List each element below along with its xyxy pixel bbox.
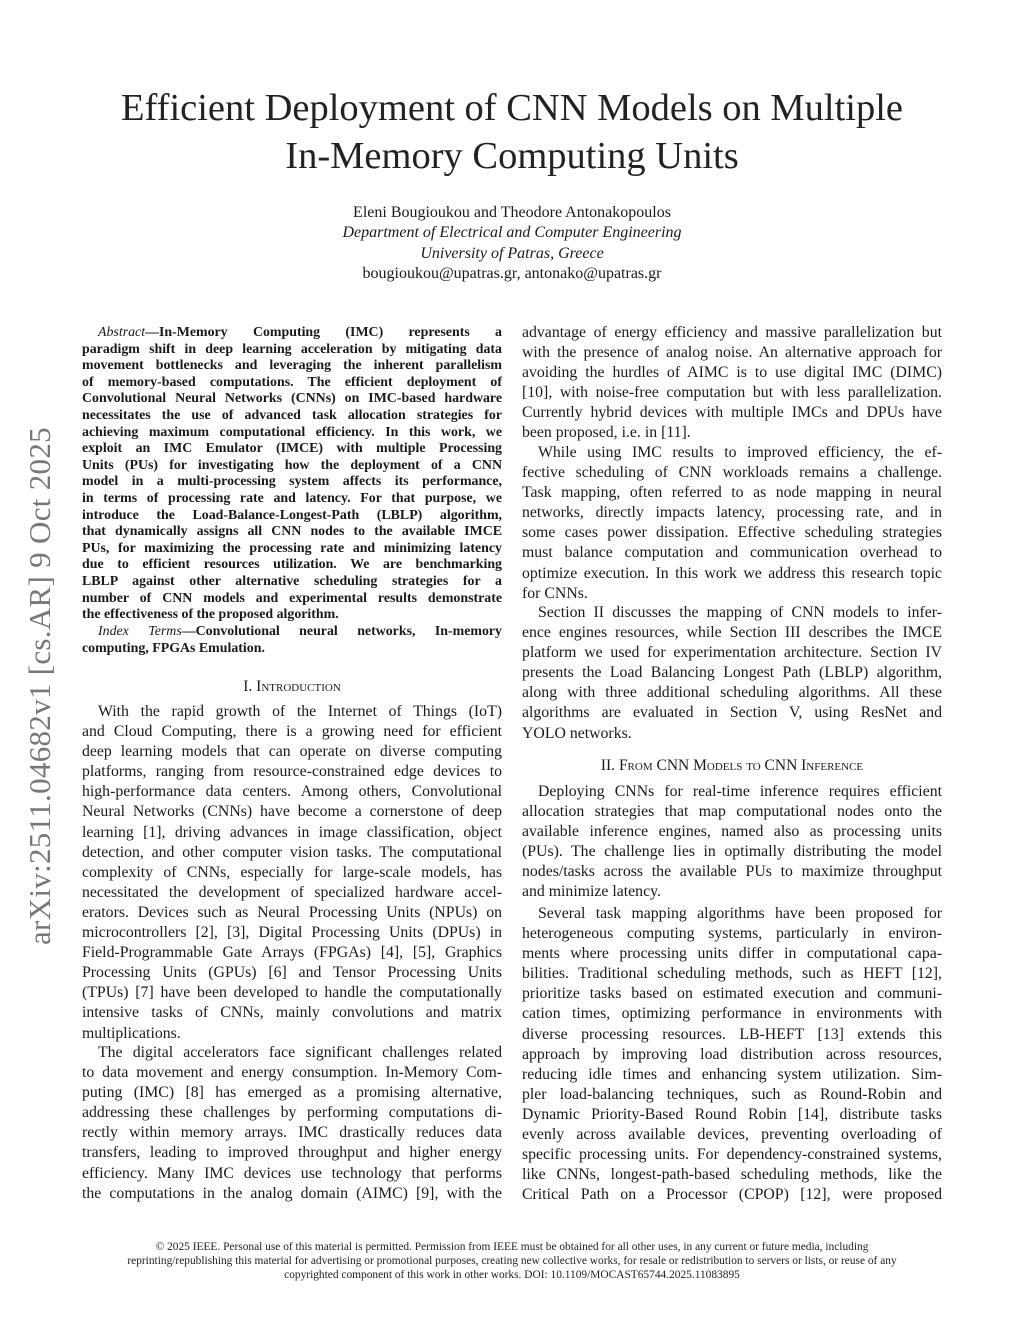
text-line: While using IMC results to improved efficiency, the ef- [538, 444, 942, 461]
text-line: optimize execution. In this work we address this research topic [522, 564, 942, 582]
abstract-first-line [82, 325, 502, 342]
text-line: erators. Devices such as Neural Processing Units (NPUs) on [82, 903, 502, 921]
text-line: necessitated the development of specialized hardware accel- [82, 883, 502, 901]
text-line: Field-Programmable Gate Arrays (FPGAs) [4], [5], Graphics [82, 944, 502, 962]
text-line: ments where processing units differ in computational capa- [522, 945, 942, 963]
text-line: rectly within memory arrays. IMC drastically reduces data [82, 1124, 502, 1142]
text-line: transfers, leading to improved throughput and higher energy [82, 1144, 502, 1162]
text-line: due to efficient resources utilization. We are benchmarking [82, 557, 502, 573]
paragraph [522, 782, 942, 903]
arxiv-watermark: arXiv:2511.04682v1 [cs.AR] 9 Oct 2025 [22, 427, 57, 945]
text-line: intensive tasks of CNNs, mainly convolutions and matrix [82, 1004, 502, 1022]
text-line: (TPUs) [7] have been developed to handle the computationally [82, 984, 502, 1002]
text-line: nodes/tasks across the available PUs to maximize throughput [522, 863, 942, 881]
section-heading-cnn-inference [522, 757, 942, 775]
text-line: of memory-based computations. The efficient deployment of [82, 374, 502, 390]
section-number: I. [243, 678, 257, 695]
text-line: puting (IMC) [8] has emerged as a promising alternative, [82, 1084, 502, 1102]
text-line: cation times, optimizing performance in environments with [522, 1005, 942, 1023]
abstract-first-text: —In-Memory Computing (IMC) represents a [145, 325, 502, 340]
text-line: approach by improving load distribution across resources, [522, 1045, 942, 1063]
text-line: allocation strategies that map computational nodes onto the [522, 803, 942, 821]
author-names: Eleni Bougioukou and Theodore Antonakopoulos [353, 204, 671, 221]
text-line: evenly across available devices, preventing overloading of [522, 1126, 942, 1144]
index-terms-label: Index Terms [98, 624, 182, 639]
text-line: platform we used for experimentation architecture. Section IV [522, 644, 942, 662]
title-line: In-Memory Computing Units [285, 135, 739, 177]
text-line: YOLO networks. [522, 724, 632, 742]
text-line: detection, and other computer vision tasks. The computational [82, 843, 502, 861]
text-line: specific processing units. For dependency-constrained systems, [522, 1146, 942, 1164]
text-line: must balance computation and communication overhead to [522, 544, 942, 562]
text-line: Units (PUs) for investigating how the deployment of a CNN [82, 457, 502, 473]
text-line: high-performance data centers. Among others, Convolutional [82, 783, 502, 801]
text-line: the effectiveness of the proposed algorithm. [82, 607, 339, 623]
section-number: II. [600, 757, 619, 774]
emails: bougioukou@upatras.gr, antonako@upatras.gr [362, 264, 662, 282]
text-line: model in a multi-processing system affects its performance, [82, 474, 502, 490]
section-title: Introduction [256, 678, 341, 695]
text-line: reducing idle times and enhancing system utilization. Sim- [522, 1065, 942, 1083]
paragraph [522, 323, 942, 444]
text-line: been proposed, i.e. in [11]. [522, 424, 691, 442]
text-line: diverse processing resources. LB-HEFT [13] extends this [522, 1025, 942, 1043]
text-line: introduce the Load-Balance-Longest-Path (LBLP) algorithm, [82, 507, 502, 523]
text-line: multiplications. [82, 1024, 181, 1042]
paragraph [82, 1043, 502, 1204]
text-line: (PUs). The challenge lies in optimally distributing the model [522, 843, 942, 861]
text-line: ence engines resources, while Section III describes the IMCE [522, 624, 942, 642]
abstract-label: Abstract [98, 325, 146, 340]
text-line: and minimize latency. [522, 883, 661, 901]
footer-line: reprinting/republishing this material for advertising or promotional purposes, creating new collective works, for resale or redistribution to servers or lists, or reuse of any [127, 1255, 897, 1267]
text-line: learning [1], driving advances in image classification, object [82, 823, 502, 841]
text-line: achieving maximum computational efficiency. In this work, we [82, 424, 502, 440]
index-terms-first-line [82, 624, 502, 641]
text-line: fective scheduling of CNN workloads remains a challenge. [522, 464, 942, 482]
text-line: Currently hybrid devices with multiple IMCs and DPUs have [522, 404, 942, 422]
text-line: Several task mapping algorithms have been proposed for [538, 905, 942, 922]
text-line: number of CNN models and experimental results demonstrate [82, 590, 502, 606]
section-heading-introduction [82, 678, 502, 696]
paragraph [522, 603, 942, 744]
text-line: networks, directly impacts latency, processing rate, and in [522, 504, 942, 522]
text-line: LBLP against other alternative scheduling strategies for a [82, 573, 502, 589]
section-title: From CNN Models to CNN Inference [618, 757, 864, 774]
footer-line: copyrighted component of this work in other works. DOI: 10.1109/MOCAST65744.2025.11083895 [284, 1269, 740, 1281]
text-line: prioritize tasks based on estimated execution and communi- [522, 985, 942, 1003]
text-line: With the rapid growth of the Internet of Things (IoT) [98, 703, 502, 720]
text-line: platforms, ranging from resource-constrained edge devices to [82, 763, 502, 781]
footer-line: © 2025 IEEE. Personal use of this material is permitted. Permission from IEEE must be obtained for all other uses, in any current or future media, including [155, 1241, 869, 1253]
abstract [82, 325, 502, 624]
text-line: necessitates the use of advanced task allocation strategies for [82, 407, 502, 423]
department: Department of Electrical and Computer Engineering [342, 224, 682, 242]
text-line: like CNNs, longest-path-based scheduling methods, like the [522, 1166, 942, 1184]
paragraph [522, 443, 942, 604]
copyright-footer [0, 1240, 1024, 1282]
text-line: heterogeneous computing systems, particularly in environ- [522, 925, 942, 943]
text-line: with the presence of analog noise. An alternative approach for [522, 344, 942, 362]
text-line: to data movement and energy consumption. In-Memory Com- [82, 1064, 502, 1082]
text-line: Convolutional Neural Networks (CNNs) on IMC-based hardware [82, 391, 502, 407]
text-line: movement bottlenecks and leveraging the inherent parallelism [82, 358, 502, 374]
text-line: exploit an IMC Emulator (IMCE) with multiple Processing [82, 441, 502, 457]
paper-title [0, 84, 1024, 180]
text-line: Task mapping, often referred to as node mapping in neural [522, 484, 942, 502]
text-line: pler load-balancing techniques, such as Round-Robin and [522, 1085, 942, 1103]
university: University of Patras, Greece [420, 244, 604, 262]
paragraph [82, 702, 502, 1044]
text-line: for CNNs. [522, 584, 588, 602]
text-line: and Cloud Computing, there is a growing need for efficient [82, 723, 502, 741]
text-line: in terms of processing rate and latency. For that purpose, we [82, 490, 502, 506]
text-line: avoiding the hurdles of AIMC is to use digital IMC (DIMC) [522, 364, 942, 382]
paragraph [522, 904, 942, 1205]
text-line: complexity of CNNs, especially for large-scale models, has [82, 863, 502, 881]
text-line: presents the Load Balancing Longest Path (LBLP) algorithm, [522, 664, 942, 682]
text-line: addressing these challenges by performing computations di- [82, 1104, 502, 1122]
text-line: some cases power dissipation. Effective scheduling strategies [522, 524, 942, 542]
text-line: PUs, for maximizing the processing rate and minimizing latency [82, 540, 502, 556]
author-block [0, 203, 1024, 284]
text-line: available inference engines, named also as processing units [522, 823, 942, 841]
text-line: algorithms are evaluated in Section V, using ResNet and [522, 704, 942, 722]
text-line: microcontrollers [2], [3], Digital Processing Units (DPUs) in [82, 924, 502, 942]
text-line: Deploying CNNs for real-time inference requires efficient [538, 783, 942, 800]
text-line: computing, FPGAs Emulation. [82, 640, 265, 656]
text-line: advantage of energy efficiency and massive parallelization but [522, 324, 942, 341]
text-line: bilities. Traditional scheduling methods, such as HEFT [12], [522, 965, 942, 983]
text-line: deep learning models that can operate on diverse computing [82, 743, 502, 761]
text-line: Processing Units (GPUs) [6] and Tensor Processing Units [82, 964, 502, 982]
index-terms-first-text: —Convolutional neural networks, In-memory [181, 624, 502, 639]
text-line: Neural Networks (CNNs) have become a cornerstone of deep [82, 803, 502, 821]
text-line: along with three additional scheduling algorithms. All these [522, 684, 942, 702]
title-line: Efficient Deployment of CNN Models on Multiple [120, 87, 903, 129]
text-line: [10], with noise-free computation but with less parallelization. [522, 384, 942, 402]
index-terms [82, 624, 502, 657]
text-line: Section II discusses the mapping of CNN models to infer- [538, 604, 942, 621]
text-line: paradigm shift in deep learning acceleration by mitigating data [82, 341, 502, 357]
text-line: Dynamic Priority-Based Round Robin [14], distribute tasks [522, 1105, 942, 1123]
text-line: that dynamically assigns all CNN nodes to the available IMCE [82, 524, 502, 540]
text-line: efficiency. Many IMC devices use technology that performs [82, 1164, 502, 1182]
text-line: The digital accelerators face significant challenges related [98, 1044, 502, 1061]
text-line: Critical Path on a Processor (CPOP) [12], were proposed [522, 1186, 942, 1204]
text-line: the computations in the analog domain (AIMC) [9], with the [82, 1184, 502, 1202]
